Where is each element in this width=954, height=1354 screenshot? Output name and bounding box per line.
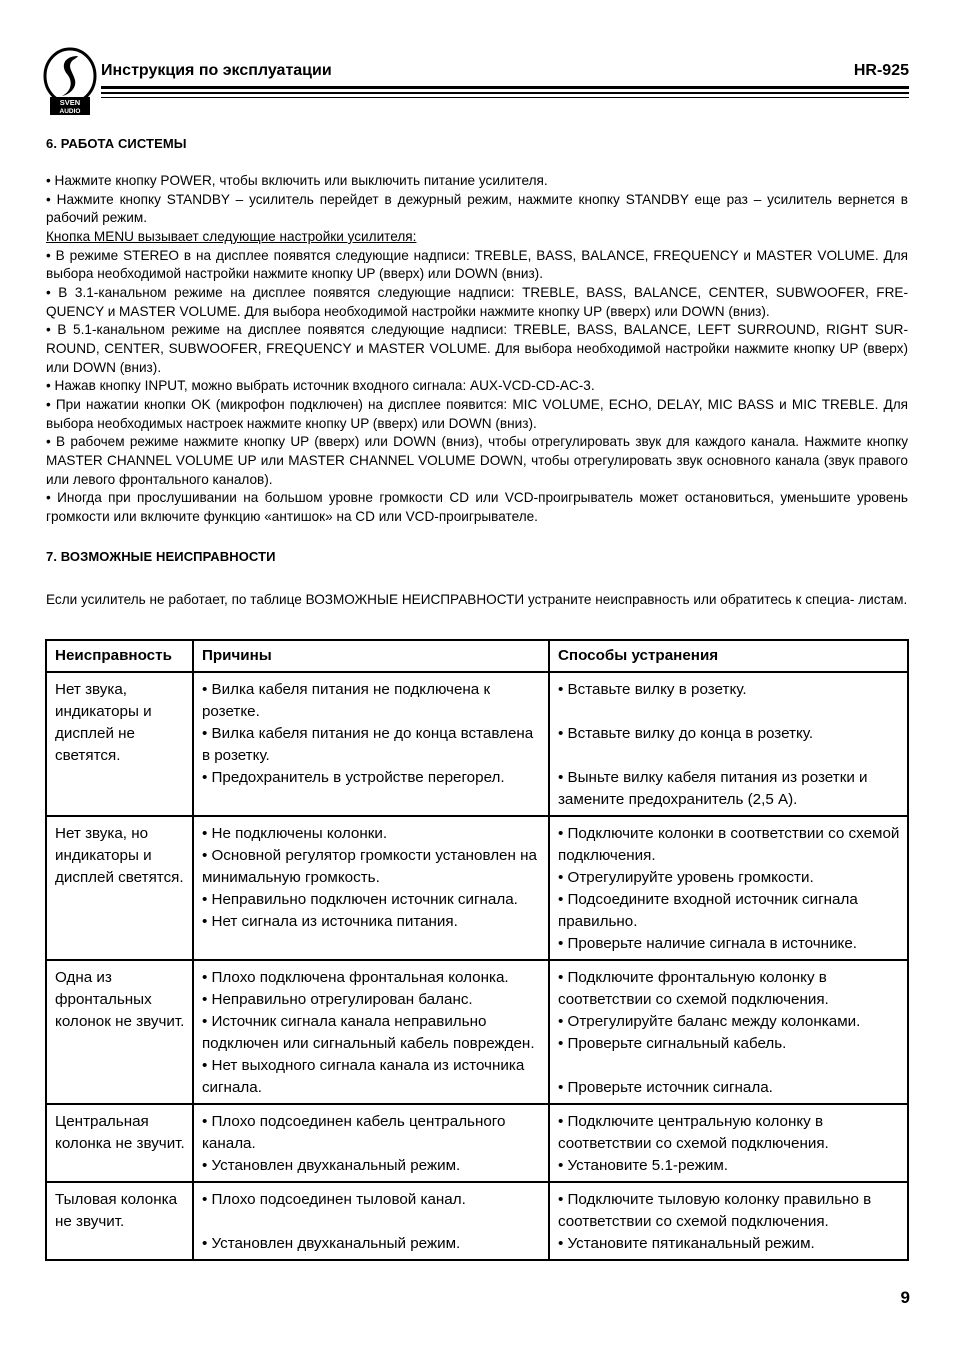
paragraph: • В режиме STEREO в на дисплее появятся следующие надписи: TREBLE, BASS, BALANCE, FREQUENCY и MASTER VOLUME. Для выбора необходимой настройки нажмите кнопку UP (вверх) или DOWN (вниз). <box>46 247 908 282</box>
remedy-item: • Подсоедините входной источник сигнала правильно. <box>557 891 858 930</box>
cause-item: • Вилка кабеля питания не подключена к розетке. <box>201 681 491 720</box>
column-header: Способы устранения <box>549 640 908 672</box>
paragraph: • Нажмите кнопку POWER, чтобы включить или выключить питание усилителя. <box>46 173 548 188</box>
remedies-cell <box>549 672 908 816</box>
causes-cell <box>193 960 549 1104</box>
cause-item: • Установлен двухканальный режим. <box>201 1235 461 1252</box>
paragraph: • В 5.1-канальном режиме на дисплее появятся следующие надписи: TREBLE, BASS, BALANCE, LEFT SURROUND, RIGHT SUR- ROUND, CENTER, SUBWOOFER, FREQUENCY и MASTER VOLUME. Для выбора необходимой настройки нажмите кнопку UP (вверх) или DOWN (вниз). <box>46 322 908 375</box>
fault-cell: Одна из фронтальных колонок не звучит. <box>46 960 193 1104</box>
cause-item: • Не подключены колонки. <box>201 825 388 842</box>
remedy-item: • Проверьте наличие сигнала в источнике. <box>557 935 858 952</box>
remedy-item: • Вставьте вилку до конца в розетку. <box>557 725 814 742</box>
causes-cell <box>193 1182 549 1260</box>
column-header: Неисправность <box>46 640 193 672</box>
document-title: Инструкция по эксплуатации <box>101 62 332 79</box>
header-rule <box>101 97 909 98</box>
table-row <box>46 1104 908 1182</box>
page-number: 9 <box>900 1288 910 1307</box>
paragraph: • Нажав кнопку INPUT, можно выбрать источник входного сигнала: AUX-VCD-CD-AC-3. <box>46 378 595 394</box>
cause-item: • Неправильно отрегулирован баланс. <box>201 991 473 1008</box>
remedies-cell <box>549 1104 908 1182</box>
paragraph: • Нажмите кнопку STANDBY – усилитель перейдет в дежурный режим, нажмите кнопку STANDBY еще раз – усилитель вернется в рабочий режим. <box>46 191 908 226</box>
remedy-item: • Подключите центральную колонку в соответствии со схемой подключения. <box>557 1113 829 1152</box>
table-row <box>46 816 908 960</box>
cause-item: • Плохо подсоединен тыловой канал. <box>201 1191 466 1208</box>
remedy-item: • Подключите тыловую колонку правильно в соответствии со схемой подключения. <box>557 1191 872 1230</box>
remedy-item: • Подключите фронтальную колонку в соответствии со схемой подключения. <box>557 969 829 1008</box>
remedy-item: • Проверьте источник сигнала. <box>557 1079 773 1096</box>
table-row <box>46 1182 908 1260</box>
section-body <box>46 172 908 526</box>
intro-paragraph: Если усилитель не работает, по таблице ВОЗМОЖНЫЕ НЕИСПРАВНОСТИ устраните неисправность или обратитесь к специа- листам. <box>46 592 908 607</box>
cause-item: • Источник сигнала канала неправильно подключен или сигнальный кабель поврежден. <box>201 1013 535 1052</box>
sven-audio-logo <box>43 47 97 117</box>
causes-cell <box>193 816 549 960</box>
cause-item: • Установлен двухканальный режим. <box>201 1157 461 1174</box>
model-number: HR-925 <box>853 62 909 79</box>
paragraph: • Иногда при прослушивании на большом уровне громкости CD или VCD-проигрыватель может остановиться, уменьшите уровень громкости или включите функцию «антишок» на CD или VCD-проигрывателе. <box>46 490 908 524</box>
paragraph: • В 3.1-канальном режиме на дисплее появятся следующие надписи: TREBLE, BASS, BALANCE, CENTER, SUBWOOFER, FRE- QUENCY и MASTER VOLUME. Для выбора необходимой настройки нажмите кнопку UP (вверх) или DOWN (вниз). <box>46 284 908 319</box>
header-rule <box>101 86 909 89</box>
cause-item: • Нет выходного сигнала канала из источника сигнала. <box>201 1057 525 1096</box>
remedy-item: • Подключите колонки в соответствии со схемой подключения. <box>557 825 900 864</box>
remedy-item: • Выньте вилку кабеля питания из розетки и замените предохранитель (2,5 А). <box>557 769 868 808</box>
cause-item: • Нет сигнала из источника питания. <box>201 913 458 930</box>
remedy-item: • Установите пятиканальный режим. <box>557 1235 815 1252</box>
paragraph: • В рабочем режиме нажмите кнопку UP (вверх) или DOWN (вниз), чтобы отрегулировать звук для каждого канала. Нажмите кнопку MASTER CHANNEL VOLUME UP или MASTER CHANNEL VOLUME DOWN, чтобы отрегулировать звук основного канала (звук правого или левого фронтального каналов). <box>46 434 908 487</box>
cause-item: • Основной регулятор громкости установлен на минимальную громкость. <box>201 847 537 886</box>
causes-cell <box>193 1104 549 1182</box>
cause-item: • Плохо подсоединен кабель центрального канала. <box>201 1113 506 1152</box>
fault-cell: Нет звука, но индикаторы и дисплей светятся. <box>46 816 193 960</box>
table-row <box>46 960 908 1104</box>
remedy-item: • Отрегулируйте баланс между колонками. <box>557 1013 861 1030</box>
table-header-row <box>46 640 908 672</box>
section-heading: 6. РАБОТА СИСТЕМЫ <box>46 136 187 151</box>
paragraph: • При нажатии кнопки OK (микрофон подключен) на дисплее появится: MIC VOLUME, ECHO, DELAY, MIC BASS и MIC TREBLE. Для выбора необходимых настроек нажмите кнопку UP (вверх) или DOWN (вниз). <box>46 396 908 431</box>
causes-cell <box>193 672 549 816</box>
fault-cell: Нет звука, индикаторы и дисплей не светятся. <box>46 672 193 816</box>
remedy-item: • Отрегулируйте уровень громкости. <box>557 869 814 886</box>
cause-item: • Плохо подключена фронтальная колонка. <box>201 969 509 986</box>
column-header: Причины <box>193 640 549 672</box>
remedies-cell <box>549 960 908 1104</box>
cause-item: • Предохранитель в устройстве перегорел. <box>201 769 505 786</box>
menu-subheading: Кнопка MENU вызывает следующие настройки усилителя: <box>46 228 417 244</box>
fault-cell: Тыловая колонка не звучит. <box>46 1182 193 1260</box>
header-rule <box>101 92 909 94</box>
table-row <box>46 672 908 816</box>
remedy-item: • Вставьте вилку в розетку. <box>557 681 747 698</box>
svg-text:AUDIO: AUDIO <box>59 108 81 115</box>
remedy-item: • Установите 5.1-режим. <box>557 1157 728 1174</box>
remedy-item: • Проверьте сигнальный кабель. <box>557 1035 787 1052</box>
svg-text:SVEN: SVEN <box>59 98 81 107</box>
troubleshooting-table <box>45 639 909 1261</box>
fault-cell: Центральная колонка не звучит. <box>46 1104 193 1182</box>
cause-item: • Неправильно подключен источник сигнала. <box>201 891 518 908</box>
remedies-cell <box>549 816 908 960</box>
cause-item: • Вилка кабеля питания не до конца вставлена в розетку. <box>201 725 534 764</box>
section-heading: 7. ВОЗМОЖНЫЕ НЕИСПРАВНОСТИ <box>46 549 276 564</box>
remedies-cell <box>549 1182 908 1260</box>
